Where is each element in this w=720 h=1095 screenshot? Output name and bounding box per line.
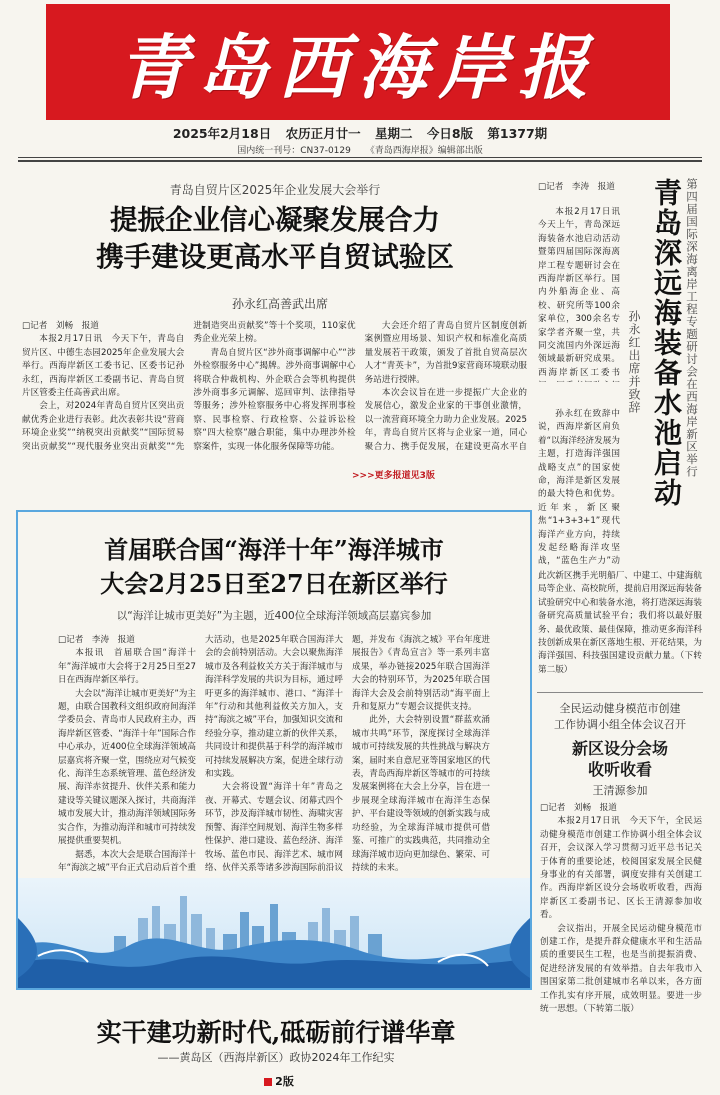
page-count: 今日8版	[426, 126, 474, 141]
issue-date: 2025年2月18日	[172, 126, 272, 141]
boxed-headline-line1: 首届联合国“海洋十年”海洋城市	[104, 535, 444, 564]
right-body-mid	[538, 408, 620, 568]
boxed-deck: 以“海洋让城市更美好”为主题，近400位全球海洋领域高层嘉宾参加	[116, 610, 432, 622]
boxed-paragraph: 本报讯 首届联合国“海洋十年”海洋城市大会将于2月25日至27日在西海岸新区举行。	[58, 648, 196, 686]
lead-paragraph: 青岛自贸片区“涉外商事调解中心”“涉外检察服务中心”揭牌。涉外商事调解中心将联合仲裁机构、外企联合会等机构提供涉外商事多元调解、巡回审判、法律指导等服务；涉外检察服务中心将发挥刑事检察、民事检察、行政检察、公益诉讼检察“四大检察”融合职能，集中办理涉外检察案件，实现一体化服务保障等功能。	[193, 347, 356, 452]
lead-headline-line2: 携手建设更高水平自贸试验区	[96, 241, 454, 273]
right2-body	[540, 802, 702, 1090]
lead-paragraph: 大会还介绍了青岛自贸片区制度创新案例暨应用场景、知识产权和标准化高质量发展若干政策，颁发了首批自贸高层次人才“青英卡”，为首批9家营商环境联动服务站进行授牌。	[364, 321, 527, 385]
boxed-paragraph: 据悉，本次大会是联合国海洋十年“海滨之城”平台正式启动后首个重大活动，也是2025年联合国海洋大会的会前特别活动。大会以聚焦海洋城市及各利益攸关方关于海洋城市与海洋科学发展的共识为目标，通过呼吁更多的海洋城市、港口、“海洋十年”行动和其他利益攸关方加入，支持“海滨之城”平台，加强知识交流和经验分享，推动建立新的伙伴关系，共同设计和提供基于科学的海洋城市可持续发展解决方案，促进全球行动和实践。	[58, 635, 343, 873]
lead-deck: 孙永红高善武出席	[231, 297, 328, 311]
right-byline: □记者 李涛 报道	[538, 182, 615, 192]
ocean-city-illustration	[18, 878, 530, 988]
lead-paragraph: 会上，对2024年青岛自贸片区突出贡献优秀企业进行表彰。此次表彰共设“营商环境企业奖”“纳税突出贡献奖”“国际贸易突出贡献奖”“现代服务业突出贡献奖”“先进制造突出贡献奖”等十个奖项，110家优秀企业光荣上榜。	[22, 321, 356, 452]
right2-paragraph: 会议指出，开展全民运动健身模范市创建工作，是提升群众健康水平和生活品质的重要民生工程，也是当前提振消费、促进经济发展的有效举措。自去年我市入围国家第二批创建城市名单以来，各方面工作扎实有序开展，成效明显。要进一步统一思想。（下转第二版）	[540, 923, 702, 1015]
right-deck: 孙永红出席并致辞	[627, 310, 641, 414]
boxed-story	[16, 510, 532, 990]
right-body-bottom	[538, 570, 702, 683]
header-rule	[18, 157, 702, 158]
serial-number: 国内统一刊号：CN37-0129	[237, 146, 351, 156]
right-headline: 青岛深远海装备水池启动	[650, 178, 683, 508]
right-body-top	[538, 206, 620, 382]
red-square-icon	[264, 1078, 272, 1086]
boxed-byline: □记者 李涛 报道	[58, 635, 135, 645]
boxed-paragraph: 大会将设置“海洋十年”青岛之夜、开幕式、专题会议、闭幕式四个环节，涉及海洋城市韧性、海啸灾害预警、海洋空间规划、海洋生物多样性保护、港口建设、蓝色经济、海洋牧场、蓝色市民、海洋艺术、城市网络、伙伴关系等诸多涉海国际前沿议题，并发布《海滨之城》平台年度进展报告》《青岛宣言》等一系列丰富成果，举办链接2025年联合国海洋大会的特别环节，为2025年联合国海洋大会及会前特别活动“海平面上升和复原力”专题会议提供支持。	[205, 635, 490, 873]
lead-byline: □记者 刘畅 报道	[22, 321, 99, 331]
right-kicker: 第四届国际深海离岸工程专题研讨会在西海岸新区举行	[685, 178, 699, 478]
right2-paragraph: 本报2月17日讯 今天下午，全民运动健身模范市创建工作协调小组全体会议召开，会议深入学习贯彻习近平总书记关于体育的重要论述，校阅国家发展全民健身事业的有关部署，调度安排有关创建工作。西海岸新区设分会场收听收看，西海岸新区工委副书记、区长王清源参加收看。	[540, 816, 702, 921]
issue-number: 第1377期	[487, 126, 548, 141]
more-reports-link[interactable]: >>>更多报道见3版	[352, 471, 435, 481]
boxed-paragraph: 此外，大会特别设置“群蓝欢涌 城市共鸣”环节，深度探讨全球海洋城市可持续发展的共性挑战与解决方案，届时来自意尼亚等国家地区的代表，青岛西海岸新区等城市的可持续发展案例将在大会上分享，旨在进一步展现全球海洋城市在海洋生态保护、平台建设等领域的创新实践与成功经验，为全球海洋城市提供可借鉴、可推广的实践典范，共同推动全球海洋城市迈向更加绿色、繁荣、可持续的未来。	[352, 715, 490, 873]
lead-body	[22, 320, 527, 466]
city-skyline-waves	[18, 878, 530, 988]
right2-headline-line2: 收听收看	[587, 760, 652, 779]
lunar-date: 农历正月廿一	[285, 126, 361, 141]
lead-paragraph: 本报2月17日讯 今天下午，青岛自贸片区、中德生态园2025年企业发展大会举行。西海岸新区工委书记、区委书记孙永红，西海岸新区工委副书记、青岛自贸片区管委主任高善武出席。	[22, 334, 185, 399]
page-2-reference[interactable]	[244, 1073, 314, 1089]
right-paragraph-continued: 此次新区携手光明船厂、中建工、中建海航局等企业、高校院所，提前启用深远海装备试验研究中心和装备水池，将打造深远海装备研究高质量试验平台；我们将以最好服务、最优政策、最佳保障，推动更多海洋科技创新成果在新区落地生根、开花结果，为海洋强国、科技强国建设贡献力量。（下转第二版）	[538, 571, 702, 675]
bottom-headline: 实干建功新时代,砥砺前行谱华章	[96, 1018, 456, 1047]
masthead	[46, 4, 670, 120]
publication-info	[0, 143, 720, 156]
right-paragraph: 孙永红在致辞中说，西海岸新区肩负着“以海洋经济发展为主题，打造海洋强国战略支点”的国家使命，海洋是新区发展的最大特色和优势。近年来，新区聚焦“1+3+3+1”现代海洋产业方向，持续发起经略海洋攻坚战，“蓝色生产力”动	[538, 409, 620, 567]
right-paragraph: 本报2月17日讯 今天上午，青岛深远海装备水池启动活动暨第四届国际深海离岸工程专题研讨会在西海岸新区举行。国内外船海企业、高校、研究所等100余家单位，300余名专家学者齐聚一堂，共同交流国内外深远海领域最新研究成果。西海岸新区工委书	[538, 207, 620, 378]
header-rule-thick	[18, 160, 702, 162]
right2-headline-line1: 新区设分会场	[571, 739, 668, 758]
right2-deck: 王清源参加	[592, 784, 648, 797]
right2-kicker-line1: 全民运动健身模范市创建	[559, 702, 681, 715]
page-ref-label: 2版	[275, 1075, 294, 1088]
right-divider	[537, 692, 703, 693]
lead-kicker: 青岛自贸片区2025年企业发展大会举行	[169, 183, 381, 197]
lead-headline-line1: 提振企业信心凝聚发展合力	[110, 204, 440, 236]
right2-kicker-line2: 工作协调小组全体会议召开	[554, 718, 686, 731]
boxed-headline-line2: 大会2月25日至27日在新区举行	[100, 569, 448, 598]
bottom-deck: ——黄岛区（西海岸新区）政协2024年工作纪实	[157, 1051, 395, 1064]
boxed-paragraph: 大会以“海洋让城市更美好”为主题，由联合国教科文组织政府间海洋学委员会、青岛市人民政府主办，西海岸新区管委、“海洋十年”国际合作中心承办，近400位全球海洋领域高层嘉宾将齐聚一堂，围绕应对气候变化、海洋生态系统管理、蓝色经济发展、海洋赤贫提升、伙伴关系和能力建设等关键议题深入探讨，共商海洋城市发展大计，推动海洋领域国际务实合作，为推动海洋和城市可持续发展提供重要契机。	[58, 688, 196, 847]
dateline	[0, 124, 720, 142]
lead-paragraph: 本次会议旨在进一步提振广大企业的发展信心，激发企业家的干事创业激情，以一流营商环境全力助力企业发展。2025年，青岛自贸片区将与企业家一道，同心聚合力、携手促发展，在建设更高水平自	[364, 388, 527, 452]
publisher: 《青岛西海岸报》编辑部出版	[365, 146, 483, 156]
boxed-body	[58, 634, 490, 876]
right2-byline: □记者 刘畅 报道	[540, 803, 617, 813]
newspaper-title: 青岛西海岸报	[118, 25, 598, 109]
weekday: 星期二	[374, 126, 413, 141]
